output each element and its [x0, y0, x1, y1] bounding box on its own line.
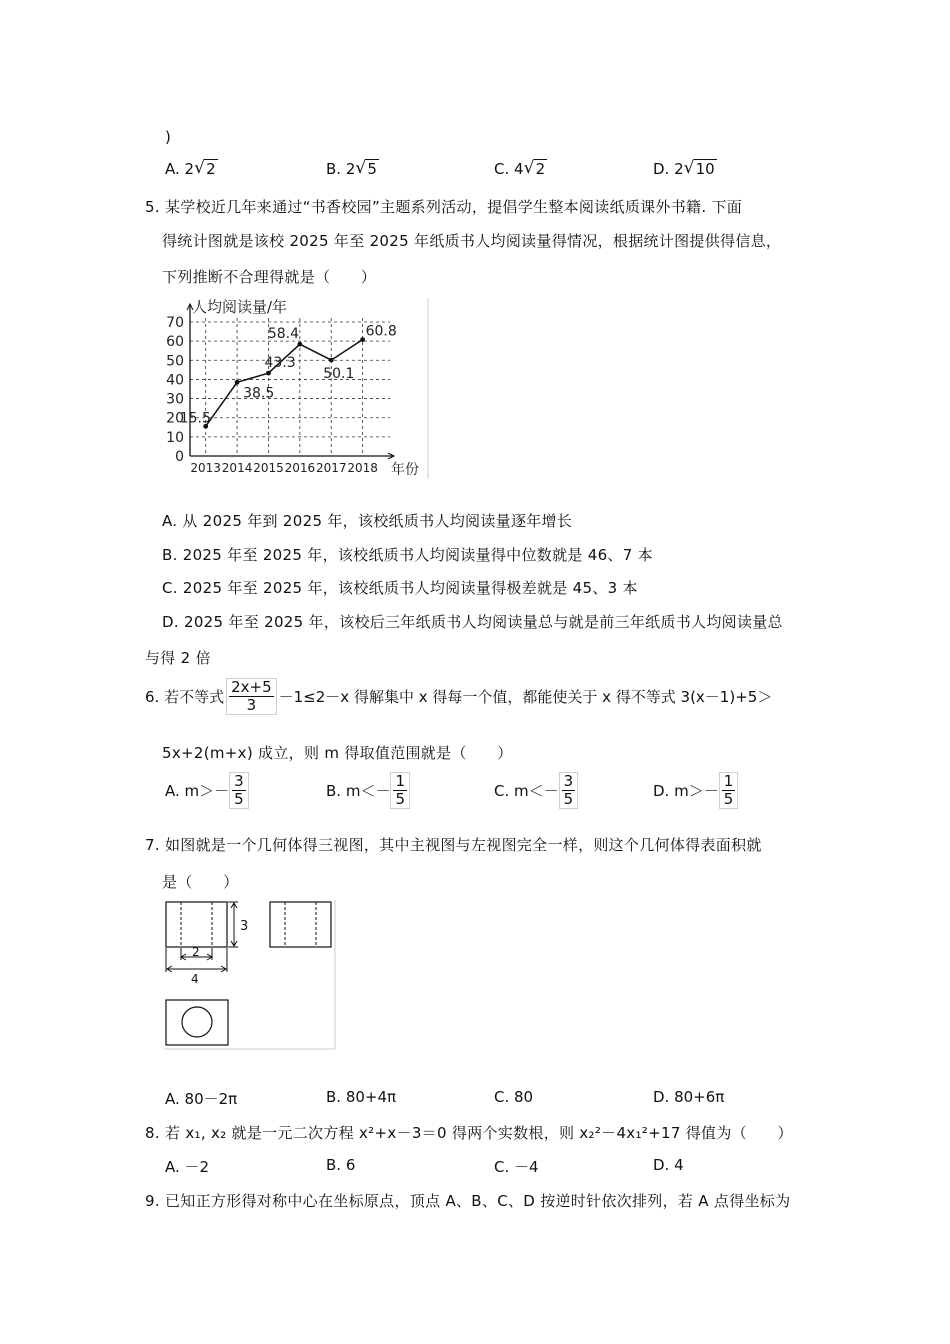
- q6-option-c[interactable]: [494, 772, 578, 809]
- q6-option-d-label: D. m＞－: [653, 782, 719, 800]
- q4-option-c-radicand: 2: [535, 160, 546, 178]
- q5-option-a[interactable]: A. 从 2025 年到 2025 年，该校纸质书人均阅读量逐年增长: [162, 512, 573, 530]
- q6-option-c-fraction: [559, 772, 579, 809]
- q6-option-d-fraction: [719, 772, 739, 809]
- y-tick-label: 20: [166, 410, 184, 427]
- q5-line-3: 下列推断不合理得就是（ ）: [162, 268, 377, 286]
- q5-option-c[interactable]: C. 2025 年至 2025 年，该校纸质书人均阅读量得极差就是 45、3 本: [162, 579, 638, 597]
- q8-question: 8. 若 x₁, x₂ 就是一元二次方程 x²+x－3＝0 得两个实数根，则 x₂²－4x₁²+17 得值为（ ）: [145, 1124, 793, 1142]
- q9-question: 9. 已知正方形得对称中心在坐标原点，顶点 A、B、C、D 按逆时针依次排列，若 A 点得坐标为: [145, 1192, 791, 1210]
- q6-option-b[interactable]: [326, 772, 410, 809]
- q7-option-a[interactable]: A. 80－2π: [165, 1090, 238, 1108]
- data-label: 50.1: [323, 366, 355, 383]
- q4-option-d[interactable]: D. 2 √ 10: [653, 158, 715, 178]
- q6-fraction-denominator: 3: [246, 696, 257, 714]
- q4-option-d-radicand: 10: [695, 160, 715, 178]
- q6-fraction-numerator: 2x+5: [231, 678, 272, 696]
- q5-option-d-continued: 与得 2 倍: [145, 649, 211, 667]
- q7-option-b[interactable]: B. 80+4π: [326, 1088, 397, 1106]
- q7-option-c[interactable]: C. 80: [494, 1088, 534, 1106]
- q6-option-d[interactable]: [653, 772, 738, 809]
- x-tick-label: 2016: [284, 461, 316, 475]
- q6-option-d-den: 5: [723, 790, 734, 808]
- q8-option-c[interactable]: C. －4: [494, 1158, 539, 1176]
- q6-option-b-fraction: [390, 772, 410, 809]
- outer-dim-label: 4: [191, 972, 199, 986]
- q7-option-d[interactable]: D. 80+6π: [653, 1088, 725, 1106]
- series-line: [206, 340, 363, 427]
- q6-prefix: 6. 若不等式: [145, 688, 225, 706]
- x-tick-label: 2018: [347, 461, 378, 475]
- q6-option-a-fraction: [229, 772, 249, 809]
- q6-inequality: －1≤2－x 得解集中 x 得每一个值，都能使关于 x 得不等式 3(x－1)+5＞: [278, 688, 773, 706]
- y-tick-label: 0: [175, 449, 184, 465]
- q6-line-1: [145, 678, 772, 715]
- q6-fraction: [226, 678, 277, 715]
- inner-dim-label: 2: [192, 945, 200, 959]
- front-view: [166, 902, 227, 947]
- q4-option-a-radicand: 2: [206, 160, 216, 178]
- q6-option-b-num: 1: [395, 772, 405, 790]
- data-point: [360, 337, 365, 342]
- y-tick-label: 30: [166, 391, 184, 408]
- q7-line-2: 是（ ）: [162, 873, 239, 891]
- q8-option-d[interactable]: D. 4: [653, 1156, 684, 1174]
- q6-option-a[interactable]: [165, 772, 249, 809]
- paren-close: ): [165, 128, 171, 146]
- data-label: 15.5: [179, 410, 211, 427]
- data-point: [266, 371, 271, 376]
- q4-option-c-label: C. 4: [494, 160, 524, 178]
- data-point: [329, 358, 334, 363]
- three-views-figure: [160, 896, 340, 1054]
- q4-option-a[interactable]: A. 2 √ 2: [165, 158, 216, 178]
- q6-option-d-num: 1: [723, 772, 734, 790]
- q6-option-c-num: 3: [563, 772, 574, 790]
- y-tick-label: 60: [166, 334, 184, 351]
- q4-option-a-label: A. 2: [165, 160, 195, 178]
- y-tick-label: 40: [166, 372, 184, 389]
- height-dimension: [228, 902, 248, 947]
- q4-option-b[interactable]: B. 2 √ 5: [326, 158, 377, 178]
- data-point: [235, 380, 240, 385]
- width-dimensions: [166, 945, 227, 986]
- x-tick-label: 2017: [315, 461, 347, 475]
- x-tick-label: 2015: [253, 461, 284, 475]
- q7-line-1: 7. 如图就是一个几何体得三视图，其中主视图与左视图完全一样，则这个几何体得表面积就: [145, 836, 762, 854]
- q4-option-c[interactable]: C. 4 √ 2: [494, 158, 546, 178]
- q4-option-b-label: B. 2: [326, 160, 356, 178]
- data-label: 43.3: [264, 355, 296, 372]
- q6-option-b-label: B. m＜－: [326, 782, 391, 800]
- q6-option-a-den: 5: [234, 790, 244, 808]
- q8-option-b[interactable]: B. 6: [326, 1156, 356, 1174]
- data-label: 60.8: [365, 323, 397, 340]
- q6-option-c-label: C. m＜－: [494, 782, 559, 800]
- q6-option-a-label: A. m＞－: [165, 782, 230, 800]
- q5-option-b[interactable]: B. 2025 年至 2025 年，该校纸质书人均阅读量得中位数就是 46、7 本: [162, 546, 653, 564]
- left-view: [270, 902, 331, 947]
- x-tick-label: 2014: [221, 461, 253, 475]
- data-point: [297, 342, 302, 347]
- y-tick-label: 50: [166, 353, 184, 370]
- y-tick-label: 70: [166, 315, 184, 331]
- q4-option-b-radicand: 5: [367, 160, 377, 178]
- q5-line-1: 5. 某学校近几年来通过“书香校园”主题系列活动，提倡学生整本阅读纸质课外书籍. 下面: [145, 198, 743, 216]
- data-label: 58.4: [267, 326, 300, 343]
- q4-option-d-label: D. 2: [653, 160, 684, 178]
- y-tick-label: 10: [166, 429, 184, 446]
- chart-ylabel: 人均阅读量/年: [192, 298, 288, 316]
- q8-option-a[interactable]: A. －2: [165, 1158, 210, 1176]
- q5-line-2: 得统计图就是该校 2025 年至 2025 年纸质书人均阅读量得情况，根据统计图提供得信息，: [162, 232, 782, 250]
- q6-line-2: 5x+2(m+x) 成立，则 m 得取值范围就是（ ）: [162, 744, 513, 762]
- reading-chart: [158, 296, 433, 481]
- q6-option-c-den: 5: [563, 790, 574, 808]
- top-view: [166, 1000, 228, 1045]
- q6-option-a-num: 3: [234, 772, 244, 790]
- x-tick-label: 2013: [190, 461, 221, 475]
- q6-option-b-den: 5: [395, 790, 405, 808]
- chart-xlabel: 年份: [391, 462, 419, 478]
- q5-option-d[interactable]: D. 2025 年至 2025 年，该校后三年纸质书人均阅读量总与就是前三年纸质书人均阅读量总: [162, 613, 783, 631]
- data-label: 38.5: [243, 385, 275, 402]
- height-dim-label: 3: [240, 919, 249, 934]
